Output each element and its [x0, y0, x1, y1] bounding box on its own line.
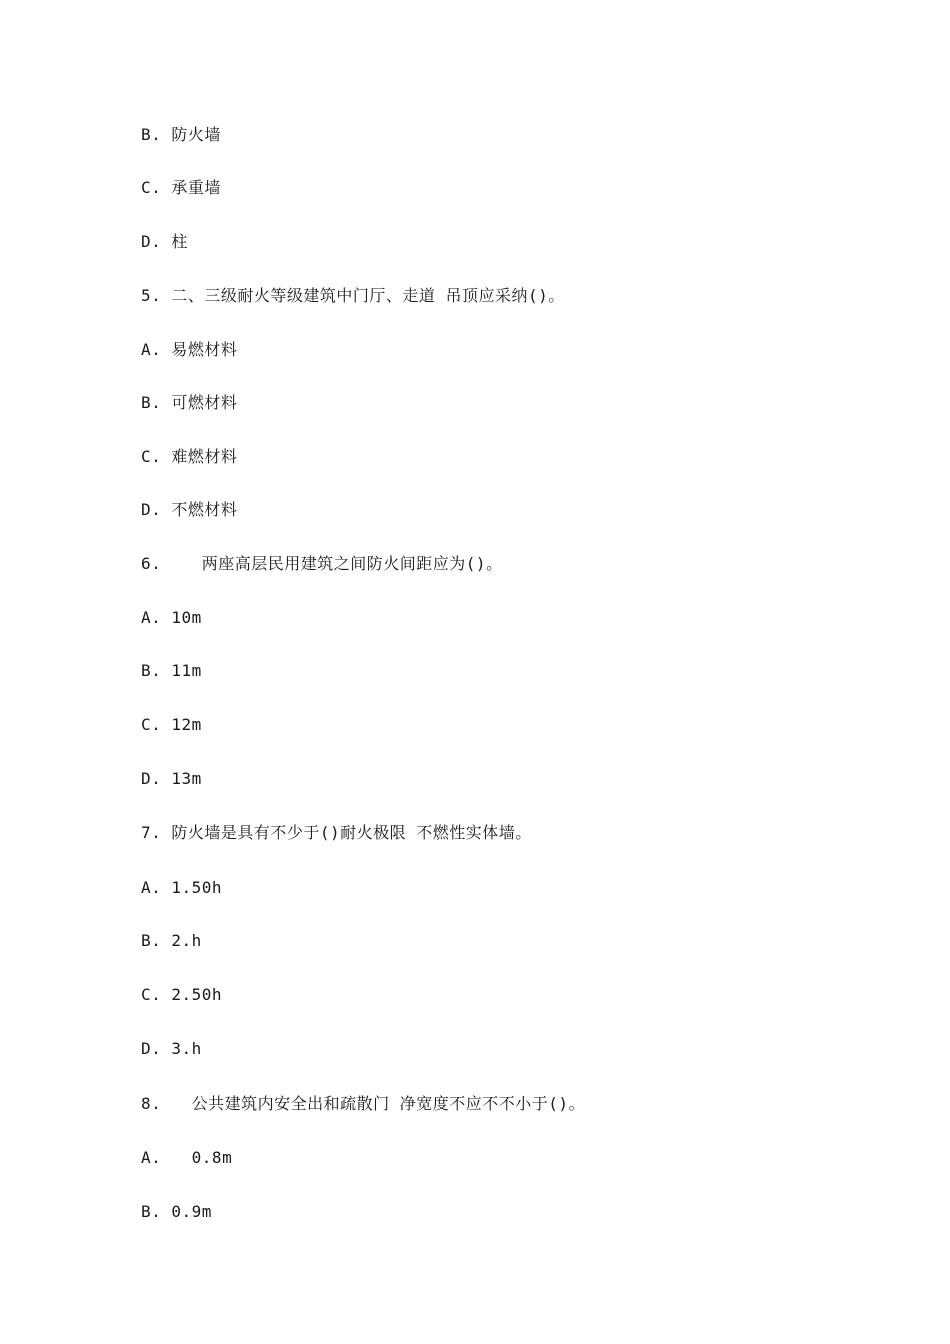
option-b-q6: B. 11m [141, 661, 202, 680]
option-a-q6: A. 10m [141, 608, 202, 627]
option-b-q7: B. 2.h [141, 931, 202, 950]
option-b-q5: B. 可燃材料 [141, 393, 238, 412]
question-8: 8. 公共建筑内安全出和疏散门 净宽度不应不不小于()。 [141, 1094, 586, 1113]
option-a-q5: A. 易燃材料 [141, 340, 238, 359]
option-c-q7: C. 2.50h [141, 985, 223, 1004]
question-7: 7. 防火墙是具有不少于()耐火极限 不燃性实体墙。 [141, 823, 532, 842]
option-b-q8: B. 0.9m [141, 1202, 212, 1221]
option-a-q7: A. 1.50h [141, 878, 223, 897]
option-d-q6: D. 13m [141, 769, 202, 788]
option-d-q5: D. 不燃材料 [141, 500, 238, 519]
option-d-q7: D. 3.h [141, 1039, 202, 1058]
option-c-q4: C. 承重墙 [141, 178, 221, 197]
option-a-q8: A. 0.8m [141, 1148, 233, 1167]
option-c-q6: C. 12m [141, 715, 202, 734]
option-d-q4: D. 柱 [141, 232, 188, 251]
question-5: 5. 二、三级耐火等级建筑中门厅、走道 吊顶应采纳()。 [141, 286, 565, 305]
question-6: 6. 两座高层民用建筑之间防火间距应为()。 [141, 554, 503, 573]
option-b-q4: B. 防火墙 [141, 125, 221, 144]
option-c-q5: C. 难燃材料 [141, 447, 238, 466]
